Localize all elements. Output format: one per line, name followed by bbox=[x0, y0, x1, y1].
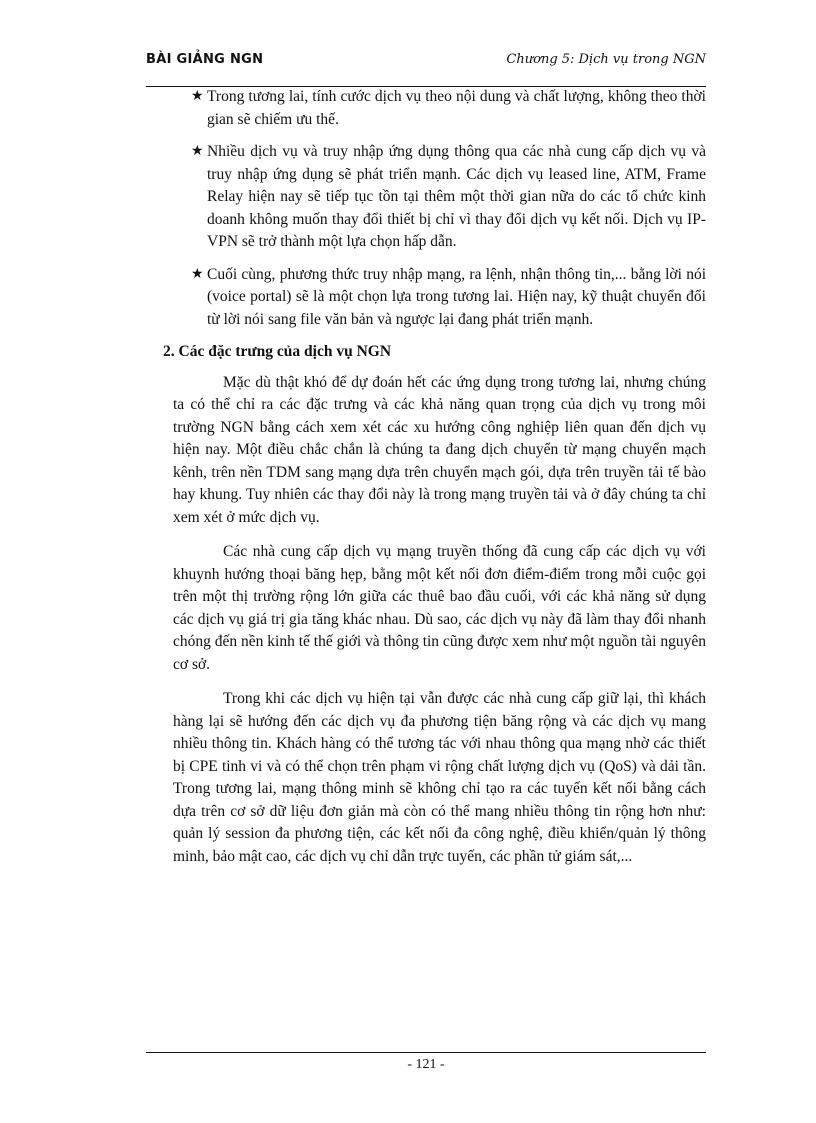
bullet-text: Nhiều dịch vụ và truy nhập ứng dụng thông qua các nhà cung cấp dịch vụ và truy nhập ứng dụng sẽ phát triển mạnh. Các dịch vụ leased line, ATM, Frame Relay hiện nay sẽ tiếp tục tồn tại thêm một thời gian nữa do các tổ chức kinh doanh không muốn thay đổi thiết bị chỉ vì thay đổi dịch vụ kết nối. Dịch vụ IP-VPN sẽ trở thành một lựa chọn hấp dẫn. bbox=[207, 143, 706, 250]
bullet-item bbox=[163, 264, 706, 332]
star-bullet-icon: ★ bbox=[191, 266, 204, 282]
star-bullet-icon: ★ bbox=[191, 144, 204, 159]
header-chapter-title: Chương 5: Dịch vụ trong NGN bbox=[506, 52, 706, 67]
body-paragraph: Mặc dù thật khó để dự đoán hết các ứng dụng trong tương lai, nhưng chúng ta có thể chỉ ra các đặc trưng và các khả năng quan trọng của dịch vụ trong môi trường NGN bằng cách xem xét các xu hướng công nghiệp liên quan đến dịch vụ hiện nay. Một điều chắc chắn là chúng ta đang dịch chuyển từ mạng chuyển mạch kênh, trên nền TDM sang mạng dựa trên chuyển mạch gói, dựa trên truyền tải tế bào hay khung. Tuy nhiên các thay đổi này là trong mạng truyền tải và ở đây chúng ta chỉ xem xét ở mức dịch vụ. bbox=[173, 373, 706, 526]
bullet-text: Cuối cùng, phương thức truy nhập mạng, ra lệnh, nhận thông tin,... bằng lời nói (voice portal) sẽ là một chọn lựa trong tương lai. Hiện nay, kỹ thuật chuyển đổi từ lời nói sang file văn bản và ngược lại đang phát triển mạnh. bbox=[207, 265, 706, 328]
bullet-item bbox=[163, 141, 706, 254]
star-bullet-icon: ★ bbox=[191, 89, 204, 104]
body-paragraph: Các nhà cung cấp dịch vụ mạng truyền thống đã cung cấp các dịch vụ với khuynh hướng thoại băng hẹp, bằng một kết nối đơn điểm-điểm trong mỗi cuộc gọi trên một thị trường rộng lớn giữa các thuê bao đầu cuối, với các khả năng sử dụng các dịch vụ giá trị gia tăng khác nhau. Dù sao, các dịch vụ này đã làm thay đổi nhanh chóng đến nền kinh tế thế giới và thông tin cũng được xem như một nguồn tài nguyên cơ sở. bbox=[173, 543, 706, 673]
footer-divider bbox=[146, 1052, 706, 1053]
page-body bbox=[163, 86, 706, 880]
page-header bbox=[146, 52, 706, 78]
body-paragraph: Trong khi các dịch vụ hiện tại vẫn được các nhà cung cấp giữ lại, thì khách hàng lại sẽ hướng đến các dịch vụ đa phương tiện băng rộng và các dịch vụ mang nhiều thông tin. Khách hàng có thể tương tác với nhau thông qua mạng nhờ các thiết bị CPE tinh vi và có thể chọn trên phạm vi rộng chất lượng dịch vụ (QoS) và dải tần. Trong tương lai, mạng thông minh sẽ không chỉ tạo ra các tuyến kết nối bằng cách dựa trên cơ sở dữ liệu đơn giản mà còn có thể mang nhiều thông tin rộng hơn như: quản lý session đa phương tiện, các kết nối đa công nghệ, điều khiển/quản lý thông minh, bảo mật cao, các dịch vụ chỉ dẫn trực tuyến, các phần tử giám sát,... bbox=[173, 690, 706, 865]
bullet-item bbox=[163, 86, 706, 131]
bullet-text: Trong tương lai, tính cước dịch vụ theo nội dung và chất lượng, không theo thời gian sẽ chiếm ưu thế. bbox=[207, 88, 706, 128]
page-number: - 121 - bbox=[407, 1057, 445, 1072]
header-course-title: BÀI GIẢNG NGN bbox=[146, 52, 264, 67]
section-heading: 2. Các đặc trưng của dịch vụ NGN bbox=[163, 343, 392, 360]
